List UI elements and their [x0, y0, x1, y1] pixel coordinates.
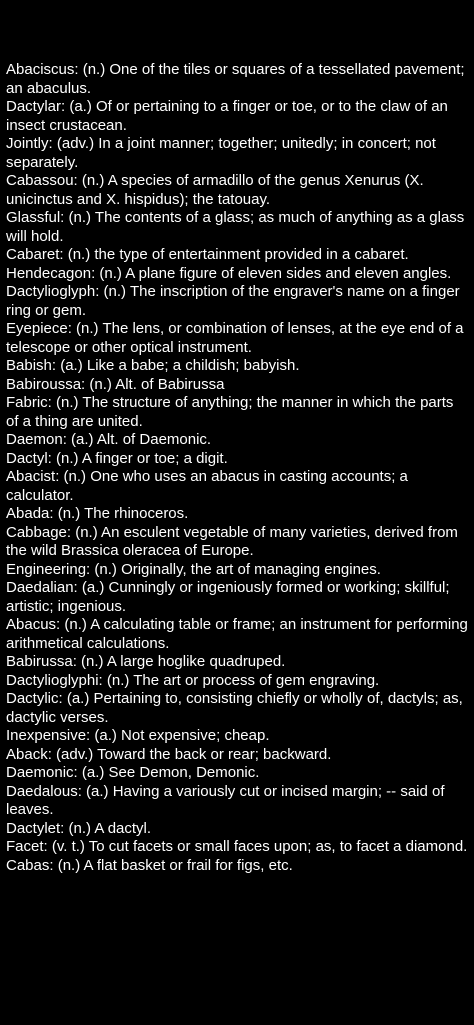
dictionary-entry: Jointly: (adv.) In a joint manner; together; unitedly; in concert; not separately. [6, 135, 436, 171]
dictionary-entry: Cabaret: (n.) the type of entertainment provided in a cabaret. [6, 246, 409, 263]
dictionary-entry: Abada: (n.) The rhinoceros. [6, 505, 189, 522]
dictionary-entry: Facet: (v. t.) To cut facets or small faces upon; as, to facet a diamond. [6, 838, 468, 855]
dictionary-entry: Cabbage: (n.) An esculent vegetable of many varieties, derived from the wild Brassica oleracea of Europe. [6, 523, 458, 559]
dictionary-entry: Babish: (a.) Like a babe; a childish; babyish. [6, 357, 300, 374]
dictionary-entry: Fabric: (n.) The structure of anything; the manner in which the parts of a thing are united. [6, 394, 454, 430]
dictionary-entry: Daedalous: (a.) Having a variously cut or incised margin; -- said of leaves. [6, 782, 445, 818]
dictionary-entry: Cabas: (n.) A flat basket or frail for figs, etc. [6, 856, 293, 874]
dictionary-entry-list [6, 61, 468, 875]
dictionary-entry: Cabassou: (n.) A species of armadillo of the genus Xenurus (X. unicinctus and X. hispidus); the tatouay. [6, 172, 424, 208]
dictionary-entry: Glassful: (n.) The contents of a glass; as much of anything as a glass will hold. [6, 209, 465, 245]
dictionary-entry: Dactylic: (a.) Pertaining to, consisting chiefly or wholly of, dactyls; as, dactylic verses. [6, 690, 463, 726]
dictionary-entry: Daemonic: (a.) See Demon, Demonic. [6, 764, 260, 781]
dictionary-entry: Abacist: (n.) One who uses an abacus in casting accounts; a calculator. [6, 468, 408, 504]
dictionary-entry: Aback: (adv.) Toward the back or rear; backward. [6, 745, 332, 763]
dictionary-entry: Abaciscus: (n.) One of the tiles or squares of a tessellated pavement; an abaculus. [6, 61, 465, 97]
dictionary-entry: Dactylioglyphi: (n.) The art or process of gem engraving. [6, 671, 380, 689]
dictionary-entry: Eyepiece: (n.) The lens, or combination of lenses, at the eye end of a telescope or other optical instrument. [6, 320, 464, 356]
dictionary-entry: Dactylet: (n.) A dactyl. [6, 819, 152, 837]
dictionary-entry: Hendecagon: (n.) A plane figure of eleven sides and eleven angles. [6, 264, 452, 282]
dictionary-entry: Babiroussa: (n.) Alt. of Babirussa [6, 375, 225, 393]
dictionary-entry: Daedalian: (a.) Cunningly or ingeniously formed or working; skillful; artistic; ingenious. [6, 579, 450, 615]
dictionary-entry: Dactylioglyph: (n.) The inscription of the engraver's name on a finger ring or gem. [6, 283, 460, 319]
dictionary-entry: Inexpensive: (a.) Not expensive; cheap. [6, 727, 270, 744]
dictionary-entry: Dactylar: (a.) Of or pertaining to a finger or toe, or to the claw of an insect crustacean. [6, 98, 448, 134]
dictionary-entry: Dactyl: (n.) A finger or toe; a digit. [6, 449, 228, 467]
dictionary-entry: Abacus: (n.) A calculating table or frame; an instrument for performing arithmetical calculations. [6, 616, 468, 652]
dictionary-entry: Engineering: (n.) Originally, the art of managing engines. [6, 560, 381, 578]
dictionary-entry: Babirussa: (n.) A large hoglike quadruped. [6, 653, 286, 670]
dictionary-entry: Daemon: (a.) Alt. of Daemonic. [6, 431, 212, 448]
